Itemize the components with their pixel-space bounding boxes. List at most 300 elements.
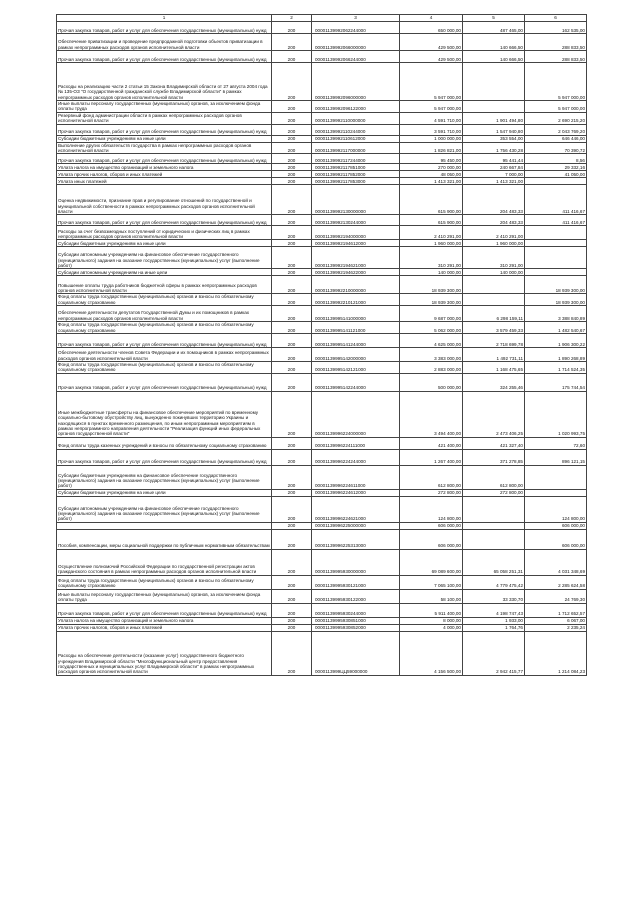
row-kbk-cell: 00001139992130000000	[312, 185, 400, 215]
row-kbk-cell: 00001139995930121000	[312, 575, 400, 589]
row-name-cell: Прочая закупка товаров, работ и услуг для обеспечения государственных (муниципальных) нужд	[57, 449, 272, 465]
row-name-cell: Субсидии бюджетным учреждениям на иные цели	[57, 240, 272, 247]
row-plan-cell: 615 900,00	[400, 215, 463, 226]
table-row	[57, 185, 587, 215]
row-plan-cell: 5 911 400,00	[400, 603, 463, 617]
row-code-cell: 200	[272, 489, 312, 496]
row-code-cell: 200	[272, 624, 312, 631]
table-row	[57, 575, 587, 589]
table-row	[57, 226, 587, 240]
row-kbk-cell: 00001139996224244000	[312, 449, 400, 465]
row-plan-cell: 1 000 000,00	[400, 135, 463, 142]
row-fact-cell: 140 666,50	[463, 34, 525, 51]
row-kbk-cell: 00001139995141000000	[312, 306, 400, 322]
row-fact-cell: 140 000,00	[463, 269, 525, 276]
row-plan-cell: 9 687 000,00	[400, 306, 463, 322]
row-rest-cell	[525, 489, 587, 496]
table-row	[57, 496, 587, 522]
row-name-cell: Уплата иных платежей	[57, 178, 272, 185]
row-plan-cell: 4 591 710,00	[400, 112, 463, 124]
row-name-cell: Расходы за счет безвозмездных поступлений от юридических и физических лиц в рамках непрограммных расходов органов исполнительной власти	[57, 226, 272, 240]
row-kbk-cell: 00001139992117000000	[312, 142, 400, 154]
row-kbk-cell: 00001139996224612000	[312, 489, 400, 496]
row-name-cell	[57, 522, 272, 529]
row-code-cell: 200	[272, 529, 312, 549]
row-rest-cell	[525, 226, 587, 240]
header-cell: 2	[272, 15, 312, 22]
row-code-cell: 200	[272, 154, 312, 164]
row-code-cell: 200	[272, 334, 312, 348]
table-row	[57, 101, 587, 113]
row-rest-cell: 1 712 652,57	[525, 603, 587, 617]
document-page	[56, 14, 586, 676]
row-code-cell: 200	[272, 164, 312, 171]
row-plan-cell: 69 089 600,00	[400, 549, 463, 575]
table-row	[57, 34, 587, 51]
row-fact-cell	[463, 101, 525, 113]
row-kbk-cell: 00001139992110612000	[312, 135, 400, 142]
row-code-cell: 200	[272, 247, 312, 269]
row-fact-cell: 612 800,00	[463, 465, 525, 489]
row-fact-cell: 353 554,00	[463, 135, 525, 142]
row-kbk-cell: 00001139995930852000	[312, 624, 400, 631]
row-name-cell: Обеспечение деятельности депутатов Государственной Думы и их помощников в рамках непрограммных расходов органов исполнительной власти	[57, 306, 272, 322]
row-kbk-cell: 00001139992062244000	[312, 22, 400, 34]
table-row	[57, 294, 587, 306]
row-code-cell: 200	[272, 101, 312, 113]
row-plan-cell: 4 000,00	[400, 624, 463, 631]
row-name-cell: Субсидии бюджетным учреждениям на иные цели	[57, 489, 272, 496]
table-row	[57, 322, 587, 334]
row-fact-cell: 2 410 291,00	[463, 226, 525, 240]
row-plan-cell: 18 939 300,00	[400, 294, 463, 306]
table-row	[57, 437, 587, 449]
row-name-cell: Иные выплаты персоналу государственных (муниципальных) органов, за исключением фонда оплаты труда	[57, 589, 272, 603]
row-kbk-cell: 00001139992117852000	[312, 171, 400, 178]
row-fact-cell: 324 255,46	[463, 373, 525, 391]
row-rest-cell: 1 714 524,35	[525, 362, 587, 374]
row-fact-cell: 4 198 747,43	[463, 603, 525, 617]
row-name-cell: Субсидии бюджетным учреждениям на иные цели	[57, 135, 272, 142]
table-row	[57, 449, 587, 465]
row-plan-cell: 3 494 400,00	[400, 391, 463, 437]
row-code-cell: 200	[272, 124, 312, 135]
row-kbk-cell: 00001139996225313000	[312, 529, 400, 549]
row-fact-cell: 1 764,76	[463, 624, 525, 631]
row-fact-cell: 310 291,00	[463, 247, 525, 269]
row-kbk-cell: 00001139992194000000	[312, 226, 400, 240]
row-code-cell: 200	[272, 276, 312, 294]
table-row	[57, 276, 587, 294]
row-kbk-cell: 00001139996224611000	[312, 465, 400, 489]
row-name-cell: Фонд оплаты труда государственных (муниципальных) органов и взносы по обязательному социальному страхованию	[57, 294, 272, 306]
table-row	[57, 603, 587, 617]
row-code-cell: 200	[272, 112, 312, 124]
row-rest-cell: 3 388 840,89	[525, 306, 587, 322]
row-name-cell: Обеспечение приватизации и проведение предпродажной подготовки объектов приватизации в рамках непрограммных расходов органов исполнительной власти	[57, 34, 272, 51]
table-row	[57, 171, 587, 178]
row-fact-cell: 204 483,33	[463, 215, 525, 226]
row-plan-cell: 310 291,00	[400, 247, 463, 269]
table-row	[57, 631, 587, 675]
row-code-cell: 200	[272, 549, 312, 575]
row-kbk-cell: 00001139992210121000	[312, 294, 400, 306]
row-fact-cell: 204 483,33	[463, 185, 525, 215]
row-kbk-cell: 00001139992110000000	[312, 112, 400, 124]
row-code-cell: 200	[272, 34, 312, 51]
row-rest-cell	[525, 269, 587, 276]
row-name-cell: Обеспечение деятельности членов Совета Федерации и их помощников в рамках непрограммных расходов органов исполнительной власти	[57, 348, 272, 362]
row-plan-cell: 18 939 300,00	[400, 276, 463, 294]
row-name-cell: Пособия, компенсации, меры социальной поддержки по публичным нормативным обязательствам	[57, 529, 272, 549]
row-rest-cell: 29 332,16	[525, 164, 587, 171]
row-plan-cell: 1 413 321,00	[400, 178, 463, 185]
table-row	[57, 142, 587, 154]
row-kbk-cell: 00001139995141244000	[312, 334, 400, 348]
row-code-cell: 200	[272, 240, 312, 247]
row-rest-cell: 1 906 300,22	[525, 334, 587, 348]
table-row	[57, 348, 587, 362]
row-rest-cell: 288 833,50	[525, 51, 587, 63]
row-fact-cell: 272 800,00	[463, 489, 525, 496]
row-rest-cell: 162 535,00	[525, 22, 587, 34]
table-row	[57, 154, 587, 164]
table-row	[57, 362, 587, 374]
row-fact-cell: 1 901 494,80	[463, 112, 525, 124]
row-plan-cell: 429 500,00	[400, 51, 463, 63]
row-fact-cell: 1 933,00	[463, 617, 525, 624]
row-fact-cell: 1 960 000,00	[463, 240, 525, 247]
row-fact-cell: 95 441,44	[463, 154, 525, 164]
row-kbk-cell: 00001139995142121000	[312, 362, 400, 374]
row-rest-cell	[525, 247, 587, 269]
table-row	[57, 164, 587, 171]
row-plan-cell: 272 800,00	[400, 489, 463, 496]
row-rest-cell: 5 947 000,00	[525, 101, 587, 113]
row-kbk-cell: 00001139992096122000	[312, 101, 400, 113]
row-code-cell: 200	[272, 449, 312, 465]
row-plan-cell: 1 267 400,00	[400, 449, 463, 465]
row-plan-cell: 5 062 000,00	[400, 322, 463, 334]
row-fact-cell: 2 473 406,25	[463, 391, 525, 437]
row-name-cell: Фонд оплаты труда государственных (муниципальных) органов и взносы по обязательному социальному страхованию	[57, 362, 272, 374]
row-kbk-cell: 00001139995142244000	[312, 373, 400, 391]
row-code-cell: 200	[272, 215, 312, 226]
row-plan-cell: 500 000,00	[400, 373, 463, 391]
row-plan-cell: 606 000,00	[400, 529, 463, 549]
row-rest-cell: 1 020 993,75	[525, 391, 587, 437]
row-plan-cell: 270 000,00	[400, 164, 463, 171]
row-plan-cell: 124 800,00	[400, 496, 463, 522]
table-row	[57, 624, 587, 631]
row-rest-cell: 2 235,24	[525, 624, 587, 631]
row-name-cell: Прочая закупка товаров, работ и услуг для обеспечения государственных (муниципальных) нужд	[57, 22, 272, 34]
row-fact-cell: 371 278,85	[463, 449, 525, 465]
row-plan-cell: 4 156 500,00	[400, 631, 463, 675]
table-row	[57, 269, 587, 276]
row-fact-cell: 1 413 321,00	[463, 178, 525, 185]
row-code-cell: 200	[272, 142, 312, 154]
row-code-cell: 200	[272, 575, 312, 589]
table-row	[57, 51, 587, 63]
table-row	[57, 522, 587, 529]
row-fact-cell	[463, 294, 525, 306]
row-plan-cell: 1 960 000,00	[400, 240, 463, 247]
row-rest-cell: 646 446,00	[525, 135, 587, 142]
row-rest-cell	[525, 178, 587, 185]
row-kbk-cell: 00001139992210000000	[312, 276, 400, 294]
table-row	[57, 135, 587, 142]
row-kbk-cell: 00001139995930000000	[312, 549, 400, 575]
row-fact-cell: 1 168 475,65	[463, 362, 525, 374]
row-code-cell: 200	[272, 465, 312, 489]
table-row	[57, 178, 587, 185]
row-code-cell: 200	[272, 373, 312, 391]
row-fact-cell	[463, 496, 525, 522]
row-code-cell: 200	[272, 617, 312, 624]
header-cell: 6	[525, 15, 587, 22]
row-name-cell: Оценка недвижимости, признание прав и регулирование отношений по государственной и муниципальной собственности в рамках непрограммных расходов органов исполнительной власти	[57, 185, 272, 215]
row-rest-cell: 1 214 084,23	[525, 631, 587, 675]
table-row	[57, 334, 587, 348]
row-code-cell: 200	[272, 362, 312, 374]
row-rest-cell: 1 482 540,67	[525, 322, 587, 334]
budget-table	[56, 14, 587, 676]
row-kbk-cell: 0000113999ЦЦ59000000	[312, 631, 400, 675]
row-name-cell: Фонд оплаты труда государственных (муниципальных) органов и взносы по обязательному социальному страхованию	[57, 322, 272, 334]
row-kbk-cell: 00001139992117853000	[312, 178, 400, 185]
row-rest-cell: 124 800,00	[525, 496, 587, 522]
row-name-cell: Уплата прочих налогов, сборов и иных платежей	[57, 171, 272, 178]
row-kbk-cell: 00001139995930244000	[312, 603, 400, 617]
row-rest-cell: 2 285 624,58	[525, 575, 587, 589]
row-rest-cell: 411 416,67	[525, 215, 587, 226]
row-code-cell: 200	[272, 391, 312, 437]
row-name-cell: Прочая закупка товаров, работ и услуг для обеспечения государственных (муниципальных) нужд	[57, 215, 272, 226]
row-rest-cell: 411 416,67	[525, 185, 587, 215]
row-fact-cell: 240 667,84	[463, 164, 525, 171]
row-code-cell: 200	[272, 496, 312, 522]
row-kbk-cell: 00001139992110244000	[312, 124, 400, 135]
row-fact-cell	[463, 529, 525, 549]
row-name-cell: Иные выплаты персоналу государственных (муниципальных) органов, за исключением фонда оплаты труда	[57, 101, 272, 113]
row-name-cell: Расходы на обеспечение деятельности (оказание услуг) государственного бюджетного учреждения Владимирской области "Многофункциональный центр предоставления государственных и муниципальных услуг Владимирской области" в рамках непрограммных расходов органов исполнительной власти	[57, 631, 272, 675]
row-kbk-cell: 00001139992117851000	[312, 164, 400, 171]
row-plan-cell: 2 883 000,00	[400, 362, 463, 374]
row-fact-cell: 4 779 475,42	[463, 575, 525, 589]
row-rest-cell: 72,60	[525, 437, 587, 449]
row-fact-cell: 2 942 415,77	[463, 631, 525, 675]
row-code-cell: 200	[272, 171, 312, 178]
row-fact-cell: 6 298 159,11	[463, 306, 525, 322]
row-rest-cell: 70 390,72	[525, 142, 587, 154]
row-fact-cell: 140 666,50	[463, 51, 525, 63]
row-code-cell: 200	[272, 294, 312, 306]
row-rest-cell: 288 833,50	[525, 34, 587, 51]
row-kbk-cell: 00001139996225000000	[312, 522, 400, 529]
row-name-cell: Уплата налога на имущество организаций и земельного налога	[57, 164, 272, 171]
row-kbk-cell: 00001139992117244000	[312, 154, 400, 164]
table-row	[57, 373, 587, 391]
row-fact-cell: 1 492 731,11	[463, 348, 525, 362]
row-rest-cell: 24 769,30	[525, 589, 587, 603]
row-rest-cell: 41 050,00	[525, 171, 587, 178]
row-plan-cell: 5 947 000,00	[400, 63, 463, 101]
row-rest-cell: 606 000,00	[525, 529, 587, 549]
row-plan-cell: 3 591 710,00	[400, 124, 463, 135]
row-plan-cell: 1 826 821,00	[400, 142, 463, 154]
row-fact-cell	[463, 276, 525, 294]
row-rest-cell: 4 031 348,69	[525, 549, 587, 575]
row-name-cell: Прочая закупка товаров, работ и услуг для обеспечения государственных (муниципальных) нужд	[57, 373, 272, 391]
row-kbk-cell: 00001139996224621000	[312, 496, 400, 522]
row-kbk-cell: 00001139995141121000	[312, 322, 400, 334]
row-name-cell: Уплата налога на имущество организаций и земельного налога	[57, 617, 272, 624]
table-row	[57, 240, 587, 247]
table-row	[57, 63, 587, 101]
row-kbk-cell: 00001139992066244000	[312, 51, 400, 63]
row-rest-cell: 5 947 000,00	[525, 63, 587, 101]
row-code-cell: 200	[272, 437, 312, 449]
row-kbk-cell: 00001139996224000000	[312, 391, 400, 437]
header-cell: 3	[312, 15, 400, 22]
header-cell: 4	[400, 15, 463, 22]
row-name-cell: Резервный фонд администрации области в рамках непрограммных расходов органов исполнительной власти	[57, 112, 272, 124]
row-name-cell: Субсидии автономным учреждениям на иные цели	[57, 269, 272, 276]
row-code-cell: 200	[272, 226, 312, 240]
row-fact-cell: 65 058 251,31	[463, 549, 525, 575]
row-plan-cell: 429 500,00	[400, 34, 463, 51]
row-plan-cell: 140 000,00	[400, 269, 463, 276]
table-row	[57, 112, 587, 124]
row-name-cell: Расходы на реализацию части 2 статьи 15 Закона Владимирской области от 27 августа 2004 года № 135-ОЗ "О государственной гражданской службе Владимирской области" в рамках непрограммных расходов органов исполнительной власти	[57, 63, 272, 101]
row-kbk-cell: 00001139995930851000	[312, 617, 400, 624]
row-plan-cell: 8 000,00	[400, 617, 463, 624]
table-header-row	[57, 15, 587, 22]
row-kbk-cell: 00001139992194621000	[312, 247, 400, 269]
table-row	[57, 529, 587, 549]
row-plan-cell: 606 000,00	[400, 522, 463, 529]
row-kbk-cell: 00001139995930122000	[312, 589, 400, 603]
row-name-cell: Осуществление полномочий Российской Федерации по государственной регистрации актов гражданского состояния в рамках непрограммных расходов органов исполнительной власти	[57, 549, 272, 575]
row-plan-cell: 612 800,00	[400, 465, 463, 489]
row-plan-cell: 421 400,00	[400, 437, 463, 449]
row-rest-cell	[525, 465, 587, 489]
row-code-cell: 200	[272, 135, 312, 142]
row-fact-cell: 487 465,00	[463, 22, 525, 34]
row-plan-cell: 2 410 291,00	[400, 226, 463, 240]
table-row	[57, 391, 587, 437]
row-plan-cell: 4 625 000,00	[400, 334, 463, 348]
row-name-cell: Фонд оплаты труда казенных учреждений и взносы по обязательному социальному страхованию	[57, 437, 272, 449]
row-name-cell: Прочая закупка товаров, работ и услуг для обеспечения государственных (муниципальных) нужд	[57, 334, 272, 348]
row-kbk-cell: 00001139992066000000	[312, 34, 400, 51]
row-plan-cell: 3 383 000,00	[400, 348, 463, 362]
row-name-cell: Субсидии автономным учреждениям на финансовое обеспечение государственного (муниципального) задания на оказание государственных (муниципальных) услуг (выполнение работ)	[57, 496, 272, 522]
row-fact-cell: 2 718 699,78	[463, 334, 525, 348]
row-rest-cell: 2 043 769,20	[525, 124, 587, 135]
table-row	[57, 589, 587, 603]
row-name-cell: Прочая закупка товаров, работ и услуг для обеспечения государственных (муниципальных) нужд	[57, 603, 272, 617]
row-kbk-cell: 00001139992194622000	[312, 269, 400, 276]
row-code-cell: 200	[272, 185, 312, 215]
row-rest-cell: 18 939 300,00	[525, 294, 587, 306]
row-code-cell: 200	[272, 51, 312, 63]
row-kbk-cell: 00001139992194612000	[312, 240, 400, 247]
row-fact-cell: 3 579 459,33	[463, 322, 525, 334]
row-kbk-cell: 00001139992130244000	[312, 215, 400, 226]
row-kbk-cell: 00001139996224111000	[312, 437, 400, 449]
row-name-cell: Фонд оплаты труда государственных (муниципальных) органов и взносы по обязательному социальному страхованию	[57, 575, 272, 589]
table-row	[57, 489, 587, 496]
row-plan-cell: 58 100,00	[400, 589, 463, 603]
table-row	[57, 617, 587, 624]
row-rest-cell: 6 067,00	[525, 617, 587, 624]
table-row	[57, 22, 587, 34]
row-name-cell: Прочая закупка товаров, работ и услуг для обеспечения государственных (муниципальных) нужд	[57, 124, 272, 135]
table-row	[57, 215, 587, 226]
row-name-cell: Повышение оплаты труда работников бюджетной сферы в рамках непрограммных расходов органов исполнительной власти	[57, 276, 272, 294]
table-row	[57, 124, 587, 135]
row-code-cell: 200	[272, 63, 312, 101]
row-name-cell: Выполнение других обязательств государства в рамках непрограммных расходов органов исполнительной власти	[57, 142, 272, 154]
row-plan-cell: 615 900,00	[400, 185, 463, 215]
row-plan-cell: 650 000,00	[400, 22, 463, 34]
row-rest-cell: 1 890 268,89	[525, 348, 587, 362]
row-code-cell: 200	[272, 603, 312, 617]
row-fact-cell	[463, 522, 525, 529]
row-kbk-cell: 00001139992096000000	[312, 63, 400, 101]
header-cell: 1	[57, 15, 272, 22]
row-fact-cell: 421 327,40	[463, 437, 525, 449]
row-code-cell: 200	[272, 269, 312, 276]
row-rest-cell: 8,56	[525, 154, 587, 164]
row-name-cell: Иные межбюджетные трансферты на финансовое обеспечение мероприятий по временному социально-бытовому обустройству лиц, вынужденно покинувших территорию Украины и находящихся в пунктах временного размещения, по иным непрограммным мероприятиям в рамках непрограммного направления деятельности "Реализация функций иных федеральных органов государственной власти"	[57, 391, 272, 437]
row-name-cell: Субсидии бюджетным учреждениям на финансовое обеспечение государственного (муниципального) задания на оказание государственных (муниципальных) услуг (выполнение работ)	[57, 465, 272, 489]
row-code-cell: 200	[272, 178, 312, 185]
row-fact-cell: 33 330,70	[463, 589, 525, 603]
row-code-cell: 200	[272, 348, 312, 362]
row-code-cell: 200	[272, 522, 312, 529]
row-rest-cell: 18 939 300,00	[525, 276, 587, 294]
row-kbk-cell: 00001139995142000000	[312, 348, 400, 362]
row-rest-cell	[525, 240, 587, 247]
row-name-cell: Субсидии автономным учреждениям на финансовое обеспечение государственного (муниципального) задания на оказание государственных (муниципальных) услуг (выполнение работ)	[57, 247, 272, 269]
row-rest-cell: 606 000,00	[525, 522, 587, 529]
row-code-cell: 200	[272, 306, 312, 322]
row-rest-cell: 2 690 215,20	[525, 112, 587, 124]
table-row	[57, 247, 587, 269]
row-code-cell: 200	[272, 631, 312, 675]
row-plan-cell: 48 050,00	[400, 171, 463, 178]
row-name-cell: Уплата прочих налогов, сборов и иных платежей	[57, 624, 272, 631]
row-plan-cell: 7 065 100,00	[400, 575, 463, 589]
row-fact-cell: 7 000,00	[463, 171, 525, 178]
row-rest-cell: 896 121,15	[525, 449, 587, 465]
table-row	[57, 465, 587, 489]
row-plan-cell: 5 947 000,00	[400, 101, 463, 113]
header-cell: 5	[463, 15, 525, 22]
row-code-cell: 200	[272, 589, 312, 603]
row-code-cell: 200	[272, 22, 312, 34]
table-row	[57, 306, 587, 322]
row-plan-cell: 95 450,00	[400, 154, 463, 164]
row-code-cell: 200	[272, 322, 312, 334]
table-row	[57, 549, 587, 575]
row-name-cell: Прочая закупка товаров, работ и услуг для обеспечения государственных (муниципальных) нужд	[57, 154, 272, 164]
row-fact-cell: 1 756 430,28	[463, 142, 525, 154]
row-fact-cell: 1 547 940,80	[463, 124, 525, 135]
